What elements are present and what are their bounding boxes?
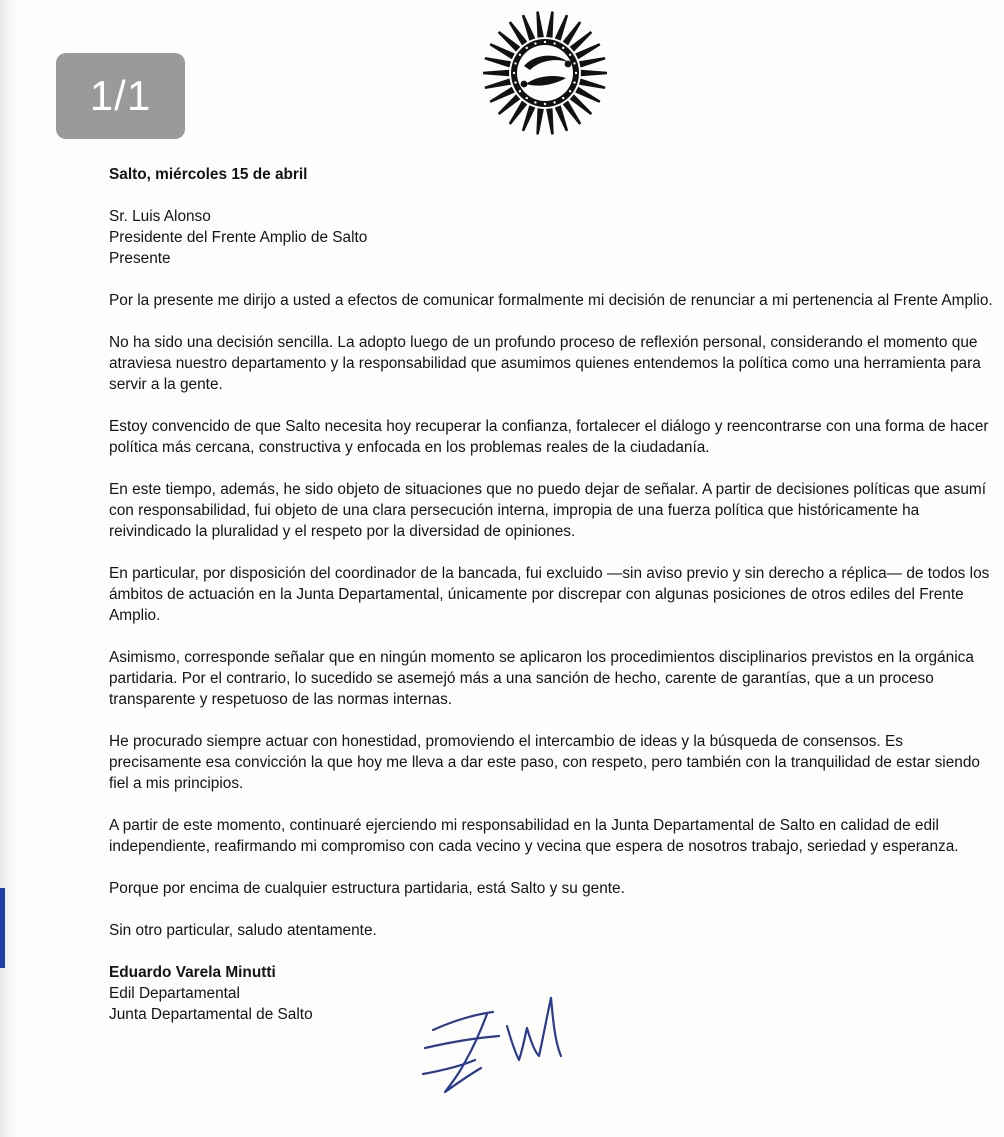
sun-dot	[569, 90, 571, 92]
sun-ray	[546, 108, 554, 134]
paragraph-5: En particular, por disposición del coordinador de la bancada, fui excluido —sin aviso previo y sin derecho a réplica— de todos los ámbitos de actuación en la Junta Departamental, únicamente por discrepar con algunas posiciones de otros ediles del Frente Amplio.	[109, 565, 990, 624]
handwritten-signature	[415, 990, 575, 1100]
paragraph-9: Porque por encima de cualquier estructura partidaria, está Salto y su gente.	[109, 880, 625, 897]
sun-dot	[526, 97, 528, 99]
paragraph-6: Asimismo, corresponde señalar que en ningún momento se aplicaron los procedimientos disciplinarios previstos en la orgánica partidaria. Por el contrario, lo sucedido se asemejó más a una sanción de hecho, carente de garantías, que a un proceso transparente y respetuoso de las normas internas.	[109, 649, 974, 708]
sun-dot	[569, 54, 571, 56]
letter-body	[109, 164, 994, 1025]
sun-dot	[513, 72, 515, 74]
paragraph-4: En este tiempo, además, he sido objeto de situaciones que no puedo dejar de señalar. A partir de decisiones políticas que asumí con responsabilidad, fui objeto de una clara persecución interna, impropia de una fuerza política que históricamente ha reivindicado la pluralidad y el respeto por la diversidad de opiniones.	[109, 481, 986, 540]
sun-dot	[519, 54, 521, 56]
sun-ray	[581, 70, 607, 76]
addressee-salutation: Presente	[109, 250, 171, 267]
sun-dot	[519, 90, 521, 92]
paragraph-7: He procurado siempre actuar con honestidad, promoviendo el intercambio de ideas y la búsqueda de consensos. Es precisamente esa convicción la que hoy me lleva a dar este paso, con respeto, pero también con la tranquilidad de estar siendo fiel a mis principios.	[109, 733, 980, 792]
paragraph-3: Estoy convencido de que Salto necesita hoy recuperar la confianza, fortalecer el diálogo y reencontrarse con una forma de hacer política más cercana, constructiva y enfocada en los problemas reales de la ciudadanía.	[109, 418, 989, 456]
sun-ray	[522, 105, 535, 131]
sun-dot	[562, 97, 564, 99]
signature-stroke	[507, 998, 551, 1060]
sun-ray	[546, 11, 554, 37]
sun-ray	[485, 78, 511, 89]
sun-dot	[562, 47, 564, 49]
addressee-block	[109, 206, 994, 269]
sun-emblem-icon	[480, 8, 610, 138]
signer-title: Edil Departamental	[109, 985, 240, 1002]
sun-dot	[553, 42, 555, 44]
sun-ray	[555, 105, 568, 131]
blue-edge-mark	[0, 888, 5, 968]
sun-swoosh-dot	[565, 61, 572, 68]
sun-dot	[526, 47, 528, 49]
sun-ray	[579, 57, 605, 68]
signature-stroke	[425, 1036, 499, 1048]
sun-ray	[522, 15, 535, 41]
addressee-name: Sr. Luis Alonso	[109, 208, 211, 225]
sun-dot	[534, 101, 536, 103]
sun-dot	[575, 72, 577, 74]
page-counter-badge: 1/1	[56, 53, 185, 139]
paragraph-10: Sin otro particular, saludo atentamente.	[109, 922, 377, 939]
signer-name: Eduardo Varela Minutti	[109, 964, 276, 981]
sun-dot	[553, 101, 555, 103]
sun-dot	[573, 81, 575, 83]
letter-date: Salto, miércoles 15 de abril	[109, 166, 308, 183]
paragraph-1: Por la presente me dirijo a usted a efectos de comunicar formalmente mi decisión de renunciar a mi pertenencia al Frente Amplio.	[109, 292, 993, 309]
sun-swoosh-dot	[521, 81, 528, 88]
sun-dot	[514, 62, 516, 64]
sun-dot	[544, 41, 546, 43]
sun-dot	[573, 62, 575, 64]
sun-ray	[536, 108, 544, 134]
addressee-position: Presidente del Frente Amplio de Salto	[109, 229, 368, 246]
signature-stroke	[423, 1060, 475, 1074]
sun-ray	[536, 11, 544, 37]
sun-ray	[485, 57, 511, 68]
sun-disc	[517, 45, 573, 101]
sun-dot	[534, 42, 536, 44]
signer-institution: Junta Departamental de Salto	[109, 1006, 313, 1023]
sun-ray	[483, 70, 509, 76]
signature-stroke	[445, 1014, 487, 1092]
sun-dot	[514, 81, 516, 83]
paragraph-2: No ha sido una decisión sencilla. La adopto luego de un profundo proceso de reflexión personal, considerando el momento que atraviesa nuestro departamento y la responsabilidad que asumimos quienes entendemos la política como una herramienta para servir a la gente.	[109, 334, 981, 393]
sun-dot	[544, 103, 546, 105]
signature-stroke	[551, 998, 561, 1056]
paragraph-8: A partir de este momento, continuaré ejerciendo mi responsabilidad en la Junta Departamental de Salto en calidad de edil independiente, reafirmando mi compromiso con cada vecino y vecina que espera de nosotros trabajo, seriedad y esperanza.	[109, 817, 959, 855]
sun-ray	[555, 15, 568, 41]
sun-ray	[579, 78, 605, 89]
